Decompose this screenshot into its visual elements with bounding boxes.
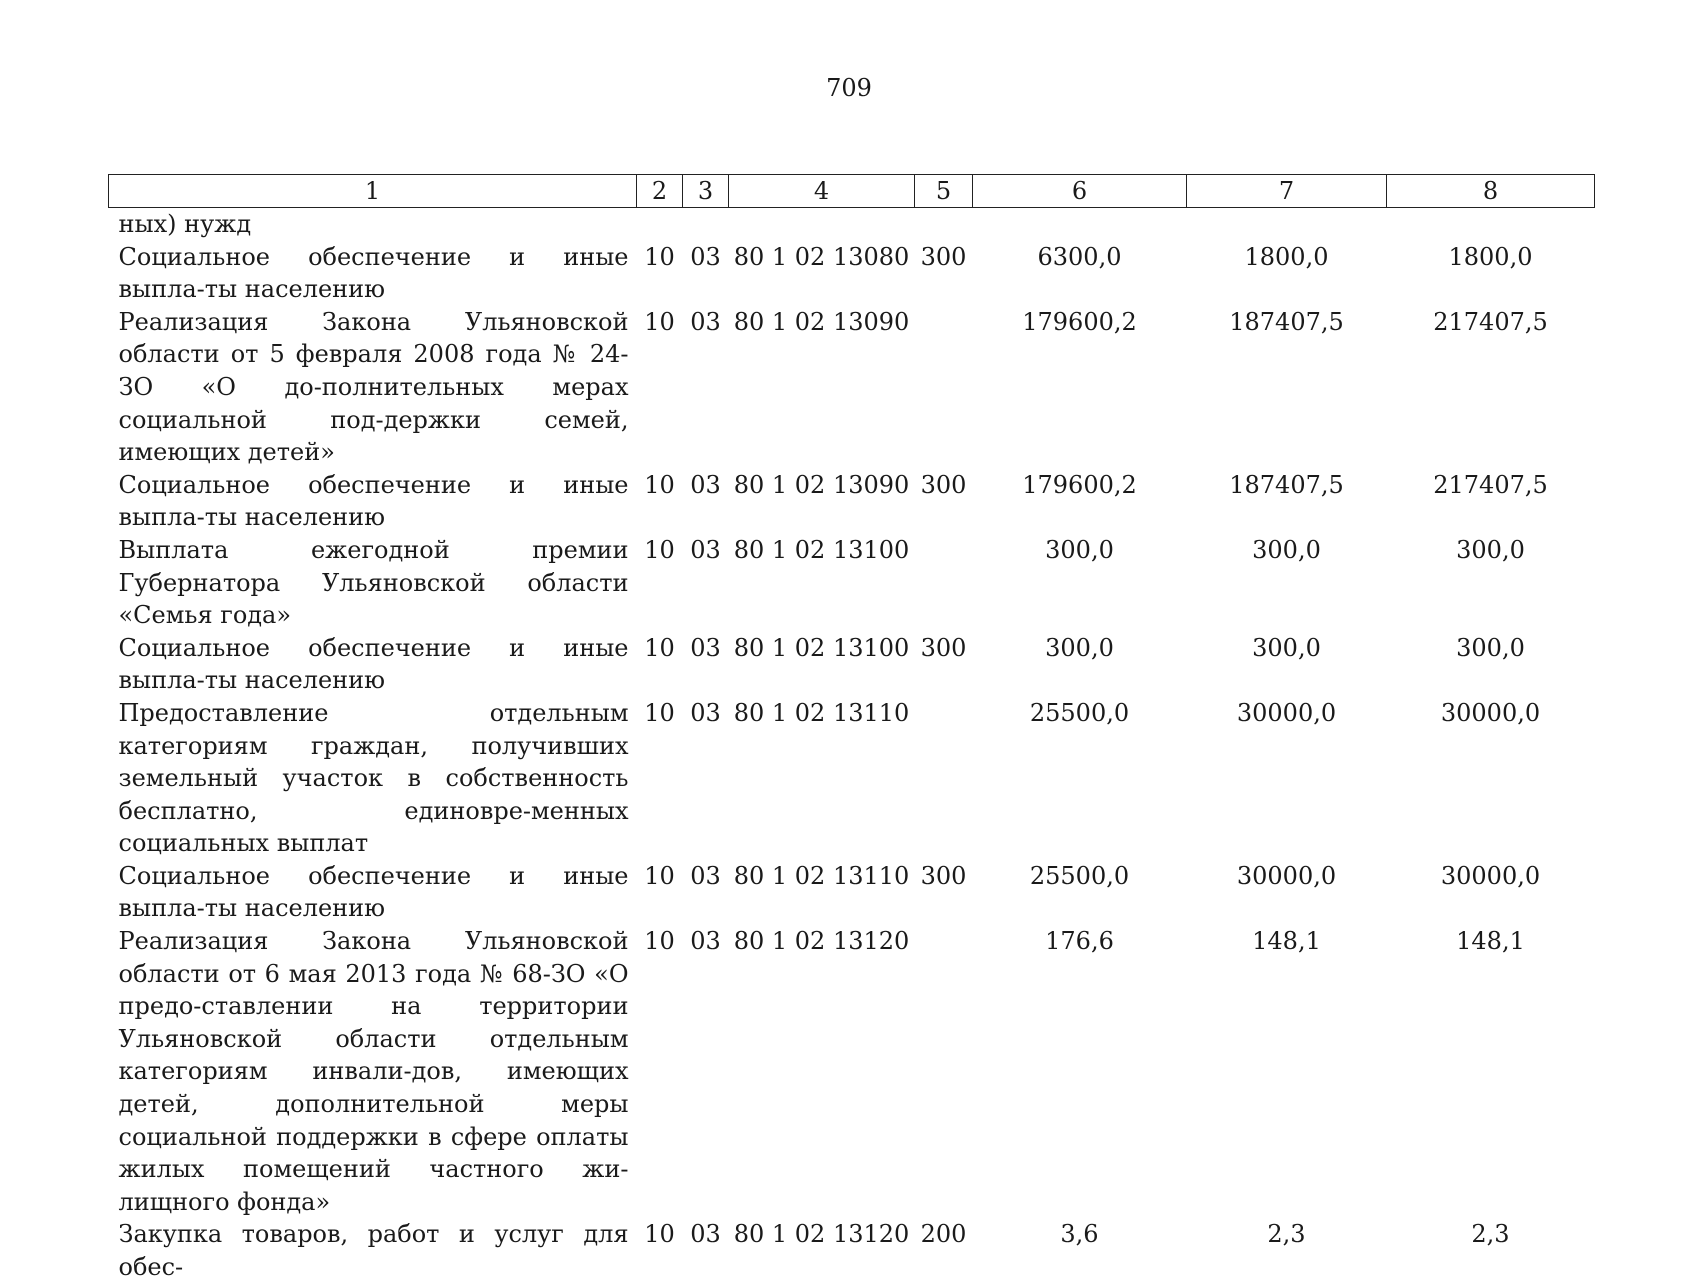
row-target-article: 80 1 02 13120 [733, 927, 910, 956]
row-subsection: 03 [690, 307, 721, 336]
row-description: Социальное обеспечение и иные выпла-ты населению [118, 242, 629, 304]
row-amount-col8: 217407,5 [1433, 470, 1548, 499]
row-amount-col7: 1800,0 [1244, 242, 1329, 271]
row-amount-col6: 25500,0 [1029, 698, 1130, 727]
row-subsection: 03 [690, 927, 721, 956]
page-number: 709 [826, 74, 872, 102]
row-amount-col6 [973, 208, 1187, 241]
row-amount-col7 [1187, 208, 1387, 241]
row-section: 10 [644, 927, 675, 956]
row-amount-col6: 6300,0 [1037, 242, 1122, 271]
table-row [109, 1218, 1595, 1283]
row-subsection [683, 208, 729, 241]
row-target-article: 80 1 02 13090 [733, 307, 910, 336]
table-row [109, 925, 1595, 1218]
row-expense-type: 300 [920, 242, 967, 271]
row-description: Социальное обеспечение и иные выпла-ты населению [118, 633, 629, 695]
row-amount-col8: 300,0 [1456, 633, 1525, 662]
column-header-2: 2 [637, 175, 683, 208]
row-amount-col8: 30000,0 [1440, 861, 1541, 890]
row-expense-type: 300 [920, 861, 967, 890]
row-amount-col7: 187407,5 [1229, 470, 1344, 499]
table-body [109, 208, 1595, 1284]
column-header-1: 1 [109, 175, 637, 208]
row-amount-col8: 217407,5 [1433, 307, 1548, 336]
row-amount-col8: 300,0 [1456, 535, 1525, 564]
table-row [109, 860, 1595, 925]
row-description: Предоставление отдельным категориям граждан, получивших земельный участок в собственность бесплатно, единовре-менных социальных выплат [118, 698, 629, 858]
row-section: 10 [644, 470, 675, 499]
row-target-article: 80 1 02 13100 [733, 535, 910, 564]
column-header-3: 3 [683, 175, 729, 208]
row-expense-type: 300 [920, 633, 967, 662]
row-amount-col8: 30000,0 [1440, 698, 1541, 727]
row-subsection: 03 [690, 633, 721, 662]
row-target-article: 80 1 02 13110 [733, 861, 910, 890]
row-amount-col7: 148,1 [1252, 927, 1321, 956]
row-expense-type [915, 306, 973, 469]
row-section: 10 [644, 535, 675, 564]
row-description: Социальное обеспечение и иные выпла-ты населению [118, 861, 629, 923]
column-header-4: 4 [729, 175, 915, 208]
row-amount-col7: 300,0 [1252, 535, 1321, 564]
row-description: ных) нужд [118, 210, 252, 238]
row-description: Реализация Закона Ульяновской области от 6 мая 2013 года № 68-ЗО «О предо-ставлении на территории Ульяновской области отдельным категориям инвали-дов, имеющих детей, дополнительной меры социальной поддержки в сфере оплаты жилых помещений частного жи-лищного фонда» [118, 927, 629, 1216]
row-subsection: 03 [690, 470, 721, 499]
table-row [109, 469, 1595, 534]
row-section: 10 [644, 1220, 675, 1249]
table-row [109, 534, 1595, 632]
row-amount-col7: 30000,0 [1236, 861, 1337, 890]
row-section [637, 208, 683, 241]
row-amount-col6: 25500,0 [1029, 861, 1130, 890]
column-header-7: 7 [1187, 175, 1387, 208]
row-target-article: 80 1 02 13120 [733, 1220, 910, 1249]
row-section: 10 [644, 861, 675, 890]
row-amount-col7: 187407,5 [1229, 307, 1344, 336]
row-section: 10 [644, 698, 675, 727]
row-expense-type [915, 208, 973, 241]
row-subsection: 03 [690, 1220, 721, 1249]
row-section: 10 [644, 242, 675, 271]
table-row [109, 306, 1595, 469]
row-target-article: 80 1 02 13100 [733, 633, 910, 662]
row-subsection: 03 [690, 698, 721, 727]
row-amount-col6: 176,6 [1045, 927, 1114, 956]
row-subsection: 03 [690, 242, 721, 271]
row-description: Закупка товаров, работ и услуг для обес- [118, 1220, 629, 1281]
budget-table [108, 174, 1595, 1284]
row-subsection: 03 [690, 535, 721, 564]
row-amount-col8: 2,3 [1471, 1220, 1510, 1249]
row-expense-type [915, 534, 973, 632]
row-description: Реализация Закона Ульяновской области от 5 февраля 2008 года № 24-ЗО «О до-полнительных мерах социальной под-держки семей, имеющих детей» [118, 307, 629, 467]
row-amount-col8: 1800,0 [1448, 242, 1533, 271]
row-description: Выплата ежегодной премии Губернатора Ульяновской области «Семья года» [118, 535, 629, 630]
row-amount-col8 [1387, 208, 1595, 241]
row-expense-type: 300 [920, 470, 967, 499]
row-amount-col6: 179600,2 [1022, 470, 1137, 499]
header-row [109, 175, 1595, 208]
row-amount-col7: 30000,0 [1236, 698, 1337, 727]
row-amount-col6: 3,6 [1060, 1220, 1099, 1249]
table-row [109, 208, 1595, 241]
row-target-article [729, 208, 915, 241]
column-header-5: 5 [915, 175, 973, 208]
row-expense-type [915, 697, 973, 860]
table-row [109, 632, 1595, 697]
row-section: 10 [644, 307, 675, 336]
table-row [109, 697, 1595, 860]
row-amount-col7: 300,0 [1252, 633, 1321, 662]
row-amount-col6: 300,0 [1045, 535, 1114, 564]
row-amount-col7: 2,3 [1267, 1220, 1306, 1249]
row-target-article: 80 1 02 13090 [733, 470, 910, 499]
row-expense-type [915, 925, 973, 1218]
row-amount-col8: 148,1 [1456, 927, 1525, 956]
table-header [109, 175, 1595, 208]
row-section: 10 [644, 633, 675, 662]
row-target-article: 80 1 02 13110 [733, 698, 910, 727]
column-header-8: 8 [1387, 175, 1595, 208]
row-target-article: 80 1 02 13080 [733, 242, 910, 271]
row-description: Социальное обеспечение и иные выпла-ты населению [118, 470, 629, 532]
column-header-6: 6 [973, 175, 1187, 208]
row-subsection: 03 [690, 861, 721, 890]
row-expense-type: 200 [920, 1220, 967, 1249]
table-row [109, 241, 1595, 306]
row-amount-col6: 179600,2 [1022, 307, 1137, 336]
row-amount-col6: 300,0 [1045, 633, 1114, 662]
